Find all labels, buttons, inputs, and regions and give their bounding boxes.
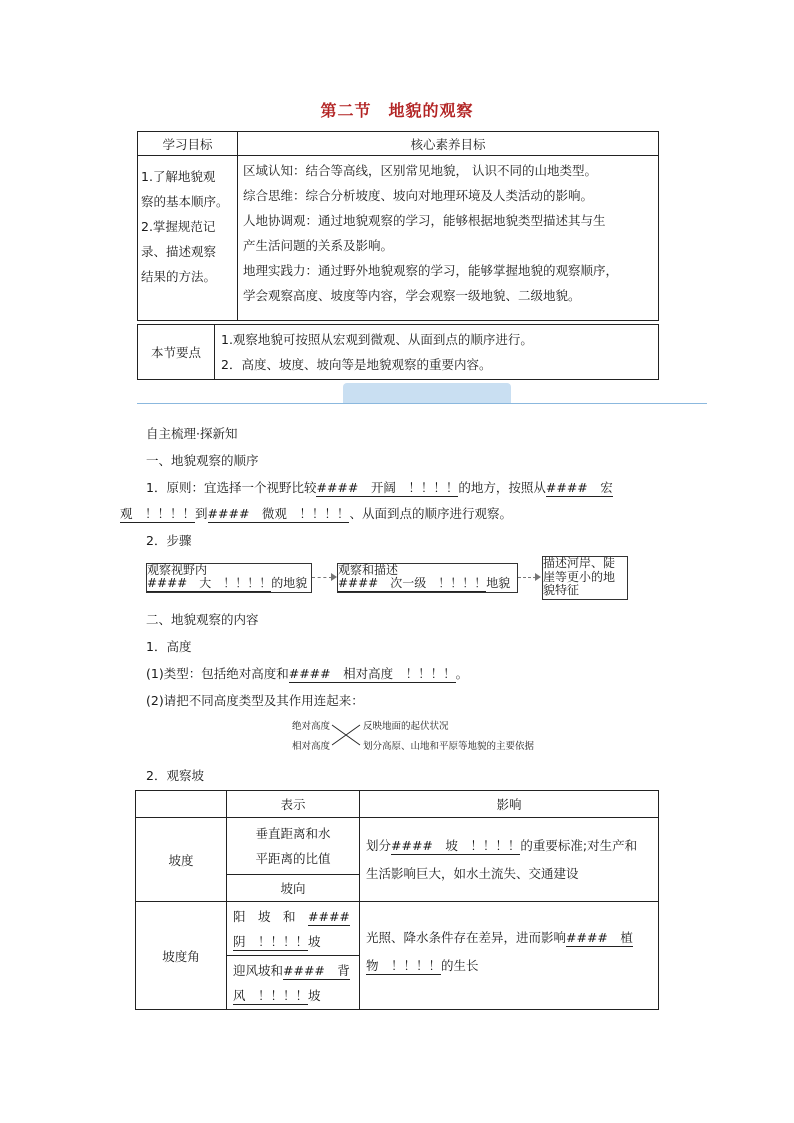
right-item-classify: 划分高原、山地和平原等地貌的主要依据: [363, 741, 535, 752]
learning-goals-cell: 1.了解地貌观 察的基本顺序。 2.掌握规范记 录、描述观察 结果的方法。: [138, 156, 238, 321]
step-box-2: 观察和描述 #### 次一级 ！！！！地貌: [337, 563, 518, 593]
height-types: (1)类型：包括绝对高度和#### 相对高度 ！！！！。: [146, 666, 469, 681]
step-arrow-2: [518, 577, 536, 579]
blank-macro-a: #### 宏: [545, 480, 613, 495]
header-learning-goals: 学习目标: [138, 132, 238, 156]
blank-micro: #### 微观 ！！！！: [207, 506, 350, 521]
blank-slope: #### 坡 ！！！！: [391, 837, 521, 853]
header-empty: [136, 791, 227, 818]
blank-open: #### 开阔 ！！！！: [316, 480, 459, 495]
row-slope-rep-a: 垂直距离和水 平距离的比值: [227, 818, 360, 875]
step-box-1: 观察视野内 #### 大 ！！！！的地貌: [146, 563, 312, 593]
key-points-label: 本节要点: [138, 325, 215, 380]
key-points-cell: 1.观察地貌可按照从宏观到微观、从面到点的顺序进行。 2．高度、坡度、坡向等是地貌观察的重要内容。: [215, 325, 659, 380]
row-slope-effect: 划分#### 坡 ！！！！的重要标准;对生产和 生活影响巨大，如水土流失、交通建设: [360, 818, 659, 902]
left-item-relative: 相对高度: [292, 741, 331, 752]
step-arrow-1: [312, 577, 332, 579]
row-slope-rep-b: 坡向: [227, 875, 360, 902]
header-influence: 影响: [360, 791, 659, 818]
header-core-competencies: 核心素养目标: [238, 132, 659, 156]
connect-label: (2)请把不同高度类型及其作用连起来：: [146, 693, 364, 708]
row-slope-name: 坡度: [136, 818, 227, 902]
row-aspect-effect: 光照、降水条件存在差异，进而影响#### 植 物 ！！！！的生长: [360, 902, 659, 1010]
row-aspect-rep-a: 阳 坡 和 #### 阴 ！！！！坡: [227, 902, 360, 956]
left-item-absolute: 绝对高度: [292, 721, 331, 732]
connection-lines: [330, 718, 362, 752]
blank-macro-b: 观 ！！！！: [120, 506, 196, 521]
principle-line-1: 1．原则：宜选择一个视野比较#### 开阔 ！！！！的地方，按照从#### 宏: [146, 480, 613, 495]
section-heading: 自主梳理·探新知: [146, 426, 238, 441]
section-banner: [343, 383, 511, 403]
slope-label: 2．观察坡: [146, 768, 204, 783]
row-aspect-name: 坡度角: [136, 902, 227, 1010]
header-representation: 表示: [227, 791, 360, 818]
step-box-3: 描述河岸、陡 崖等更小的地 貌特征: [542, 556, 628, 600]
part2-heading: 二、地貌观察的内容: [146, 612, 259, 627]
principle-line-2: 观 ！！！！到#### 微观 ！！！！、从面到点的顺序进行观察。: [120, 506, 512, 521]
height-label: 1．高度: [146, 639, 192, 654]
slope-table: [135, 790, 659, 1010]
blank-relative-height: #### 相对高度 ！！！！: [288, 666, 456, 681]
row-aspect-rep-b: 迎风坡和#### 背 风 ！！！！坡: [227, 956, 360, 1010]
key-points-table: [137, 324, 659, 380]
section-divider: [137, 403, 707, 404]
competencies-cell: 区域认知：结合等高线，区别常见地貌， 认识不同的山地类型。 综合思维：综合分析坡度、坡向对地理环境及人类活动的影响。 人地协调观：通过地貌观察的学习，能够根据地貌类型描述其与生 产生活问题的关系及影响。 地理实践力：通过野外地貌观察的学习，能够掌握地貌的观察顺序， 学会观察高度、坡度等内容，学会观察一级地貌、二级地貌。: [238, 156, 659, 321]
right-item-relief: 反映地面的起伏状况: [363, 721, 449, 732]
objectives-table: [137, 131, 659, 321]
part1-heading: 一、地貌观察的顺序: [146, 453, 259, 468]
step-arrowhead-2: [535, 573, 541, 581]
page-title: 第二节 地貌的观察: [320, 101, 474, 120]
steps-label: 2．步骤: [146, 533, 192, 548]
